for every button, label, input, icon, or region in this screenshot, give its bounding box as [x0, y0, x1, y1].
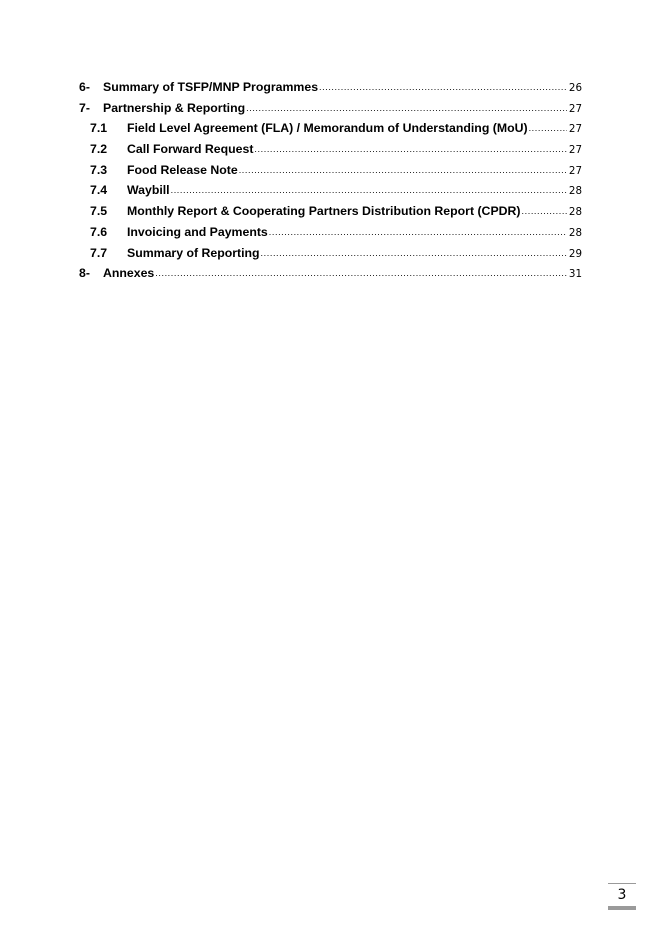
toc-entry-page: 31: [568, 268, 582, 281]
toc-entry-page: 28: [568, 226, 582, 239]
toc-entry-7-1[interactable]: [79, 119, 582, 140]
toc-entry-number: 8-: [79, 266, 90, 281]
toc-entry-7-3[interactable]: [79, 161, 582, 182]
toc-entry-page: 28: [568, 185, 582, 198]
toc-entry-number: 7.4: [90, 183, 108, 198]
toc-entry-title: Invoicing and Payments: [127, 224, 268, 239]
toc-dot-leader: [529, 119, 567, 137]
toc-entry-number: 7.1: [90, 121, 108, 136]
toc-entry-page: 26: [568, 82, 582, 94]
toc-dot-leader: [246, 99, 567, 117]
toc-entry-page: 27: [568, 164, 582, 177]
toc-entry-7-4[interactable]: [79, 181, 582, 202]
toc-entry-7-6[interactable]: [79, 223, 582, 244]
toc-entry-title: Summary of Reporting: [127, 245, 260, 260]
toc-entry-number: 7.6: [90, 224, 108, 239]
toc-entry-7-7[interactable]: [79, 244, 582, 265]
toc-entry-title: Monthly Report & Cooperating Partners Distribution Report (CPDR): [127, 204, 521, 219]
toc-entry-title: Annexes: [103, 266, 155, 281]
toc-entry-title: Partnership & Reporting: [103, 100, 246, 115]
toc-entry-7[interactable]: [79, 99, 582, 120]
toc-entry-7-5[interactable]: [79, 202, 582, 223]
toc-dot-leader: [319, 78, 567, 96]
toc-entry-7-2[interactable]: [79, 140, 582, 161]
toc-entry-number: 7.7: [90, 245, 108, 260]
table-of-contents: [79, 78, 582, 285]
toc-entry-page: 27: [568, 123, 582, 136]
toc-dot-leader: [269, 223, 567, 241]
toc-entry-number: 7.3: [90, 162, 108, 177]
toc-entry-number: 7-: [79, 100, 90, 115]
toc-dot-leader: [261, 244, 567, 262]
toc-dot-leader: [171, 181, 567, 199]
toc-entry-6[interactable]: [79, 78, 582, 99]
toc-dot-leader: [155, 264, 567, 282]
toc-entry-title: Call Forward Request: [127, 142, 254, 157]
toc-entry-page: 28: [568, 206, 582, 219]
toc-entry-title: Summary of TSFP/MNP Programmes: [103, 80, 319, 94]
toc-entry-page: 29: [568, 247, 582, 260]
toc-entry-number: 7.2: [90, 142, 108, 157]
toc-entry-page: 27: [568, 102, 582, 115]
toc-entry-title: Field Level Agreement (FLA) / Memorandum of Understanding (MoU): [127, 121, 528, 136]
toc-dot-leader: [522, 202, 567, 220]
toc-entry-title: Waybill: [127, 183, 170, 198]
toc-entry-title: Food Release Note: [127, 162, 238, 177]
toc-entry-number: 7.5: [90, 204, 108, 219]
toc-entry-number: 6-: [79, 80, 90, 94]
page-number: 3: [608, 883, 636, 910]
toc-entry-page: 27: [568, 144, 582, 157]
toc-entry-8[interactable]: [79, 264, 582, 285]
toc-dot-leader: [254, 140, 566, 158]
toc-dot-leader: [239, 161, 567, 179]
